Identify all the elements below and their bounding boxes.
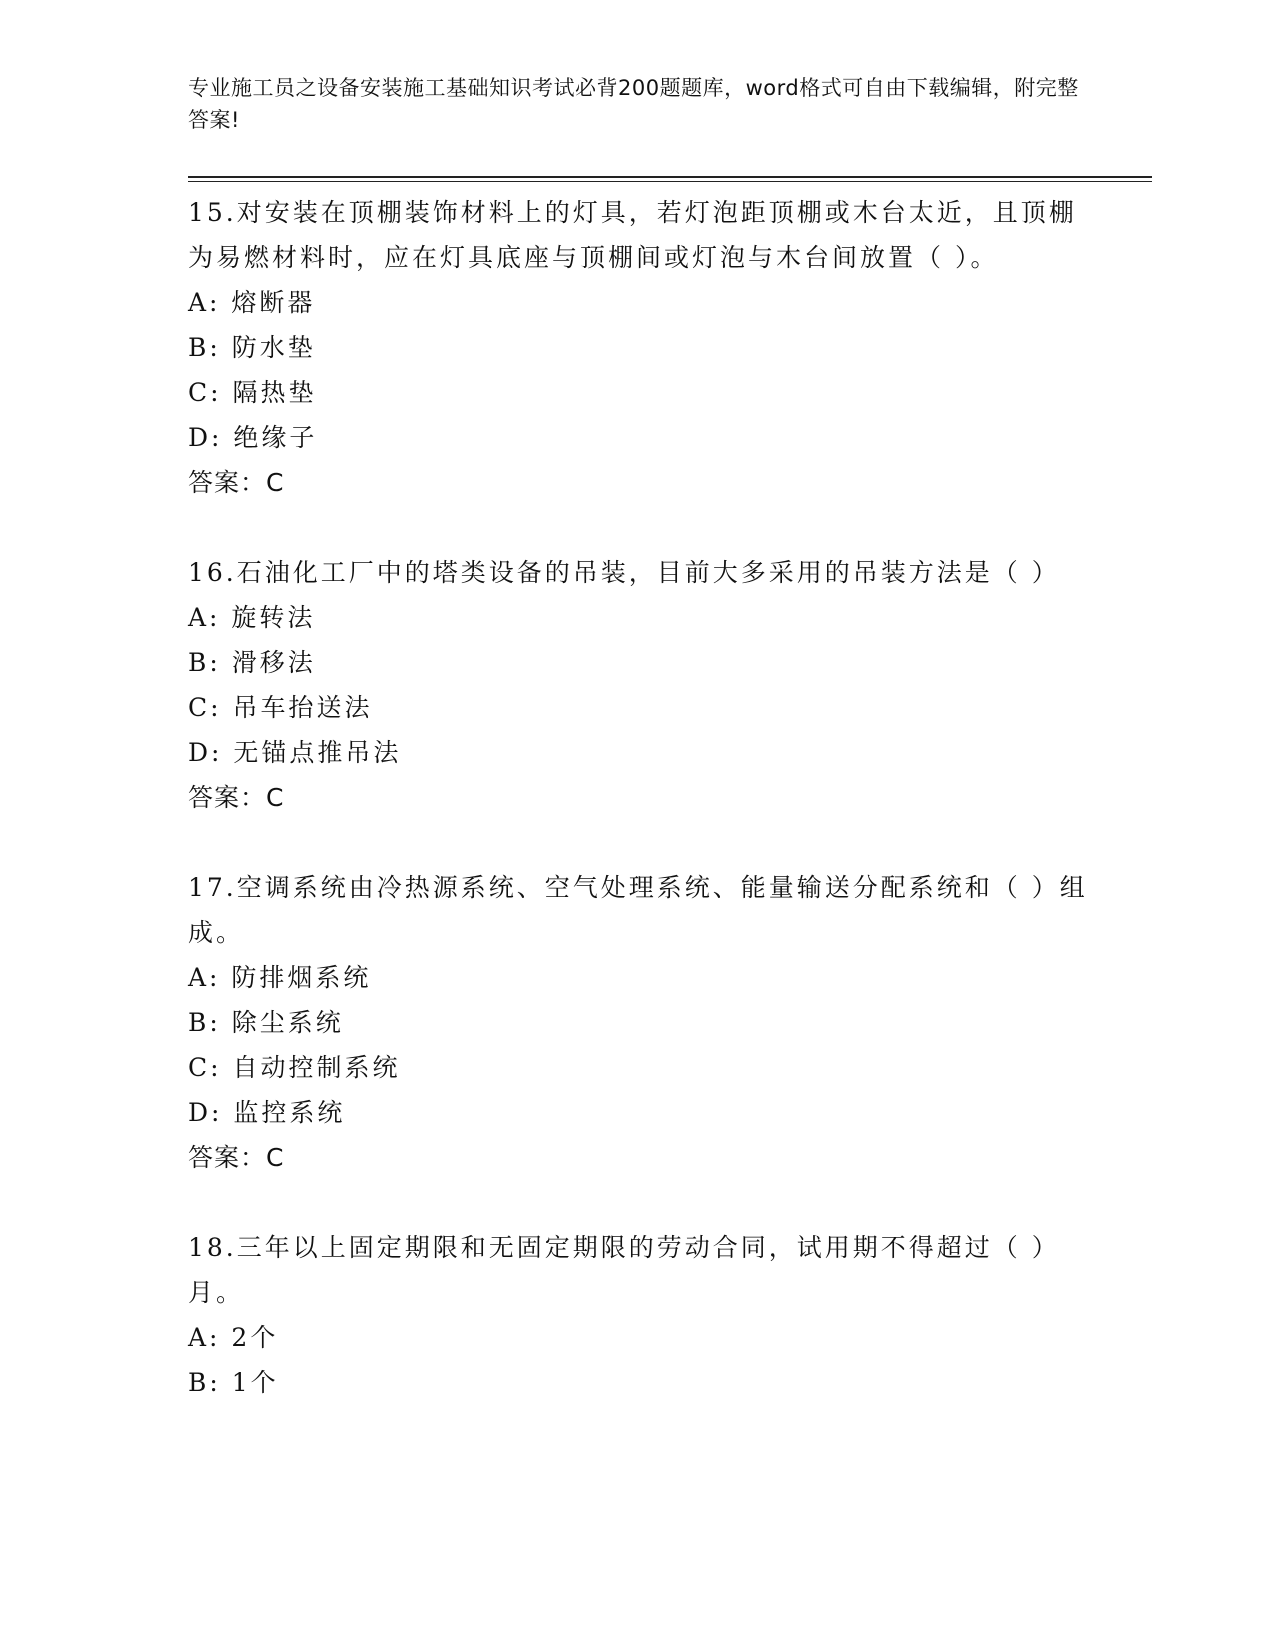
document-header [188, 72, 1088, 136]
answer: 答案：C [188, 1143, 285, 1172]
option-a: A: 熔断器 [188, 288, 316, 317]
question-16 [188, 550, 1088, 820]
question-list [188, 190, 1088, 1405]
option-d: D: 监控系统 [188, 1098, 346, 1127]
question-18 [188, 1225, 1088, 1405]
option-c: C: 自动控制系统 [188, 1053, 401, 1082]
option-b: B: 滑移法 [188, 648, 316, 677]
option-d: D: 无锚点推吊法 [188, 738, 402, 767]
question-15 [188, 190, 1088, 505]
option-b: B: 防水垫 [188, 333, 316, 362]
question-text: 15.对安装在顶棚装饰材料上的灯具，若灯泡距顶棚或木台太近，且顶棚为易燃材料时，应在灯具底座与顶棚间或灯泡与木台间放置（ ）。 [188, 198, 1077, 272]
answer: 答案：C [188, 783, 285, 812]
header-rule-thin [188, 181, 1152, 182]
document-title: 专业施工员之设备安装施工基础知识考试必背200题题库，word格式可自由下载编辑，附完整答案! [188, 76, 1079, 132]
question-spacer [188, 820, 1088, 865]
option-b: B: 1个 [188, 1368, 279, 1397]
question-spacer [188, 1180, 1088, 1225]
option-c: C: 吊车抬送法 [188, 693, 373, 722]
option-b: B: 除尘系统 [188, 1008, 344, 1037]
option-c: C: 隔热垫 [188, 378, 317, 407]
header-rule-thick [188, 176, 1152, 178]
option-d: D: 绝缘子 [188, 423, 318, 452]
option-a: A: 防排烟系统 [188, 963, 372, 992]
question-text: 18.三年以上固定期限和无固定期限的劳动合同，试用期不得超过（ ）月。 [188, 1233, 1060, 1307]
option-a: A: 旋转法 [188, 603, 316, 632]
question-spacer [188, 505, 1088, 550]
option-a: A: 2个 [188, 1323, 279, 1352]
answer: 答案：C [188, 468, 285, 497]
question-text: 17.空调系统由冷热源系统、空气处理系统、能量输送分配系统和（ ）组成。 [188, 873, 1088, 947]
question-text: 16.石油化工厂中的塔类设备的吊装，目前大多采用的吊装方法是（ ） [188, 558, 1060, 587]
question-17 [188, 865, 1088, 1180]
